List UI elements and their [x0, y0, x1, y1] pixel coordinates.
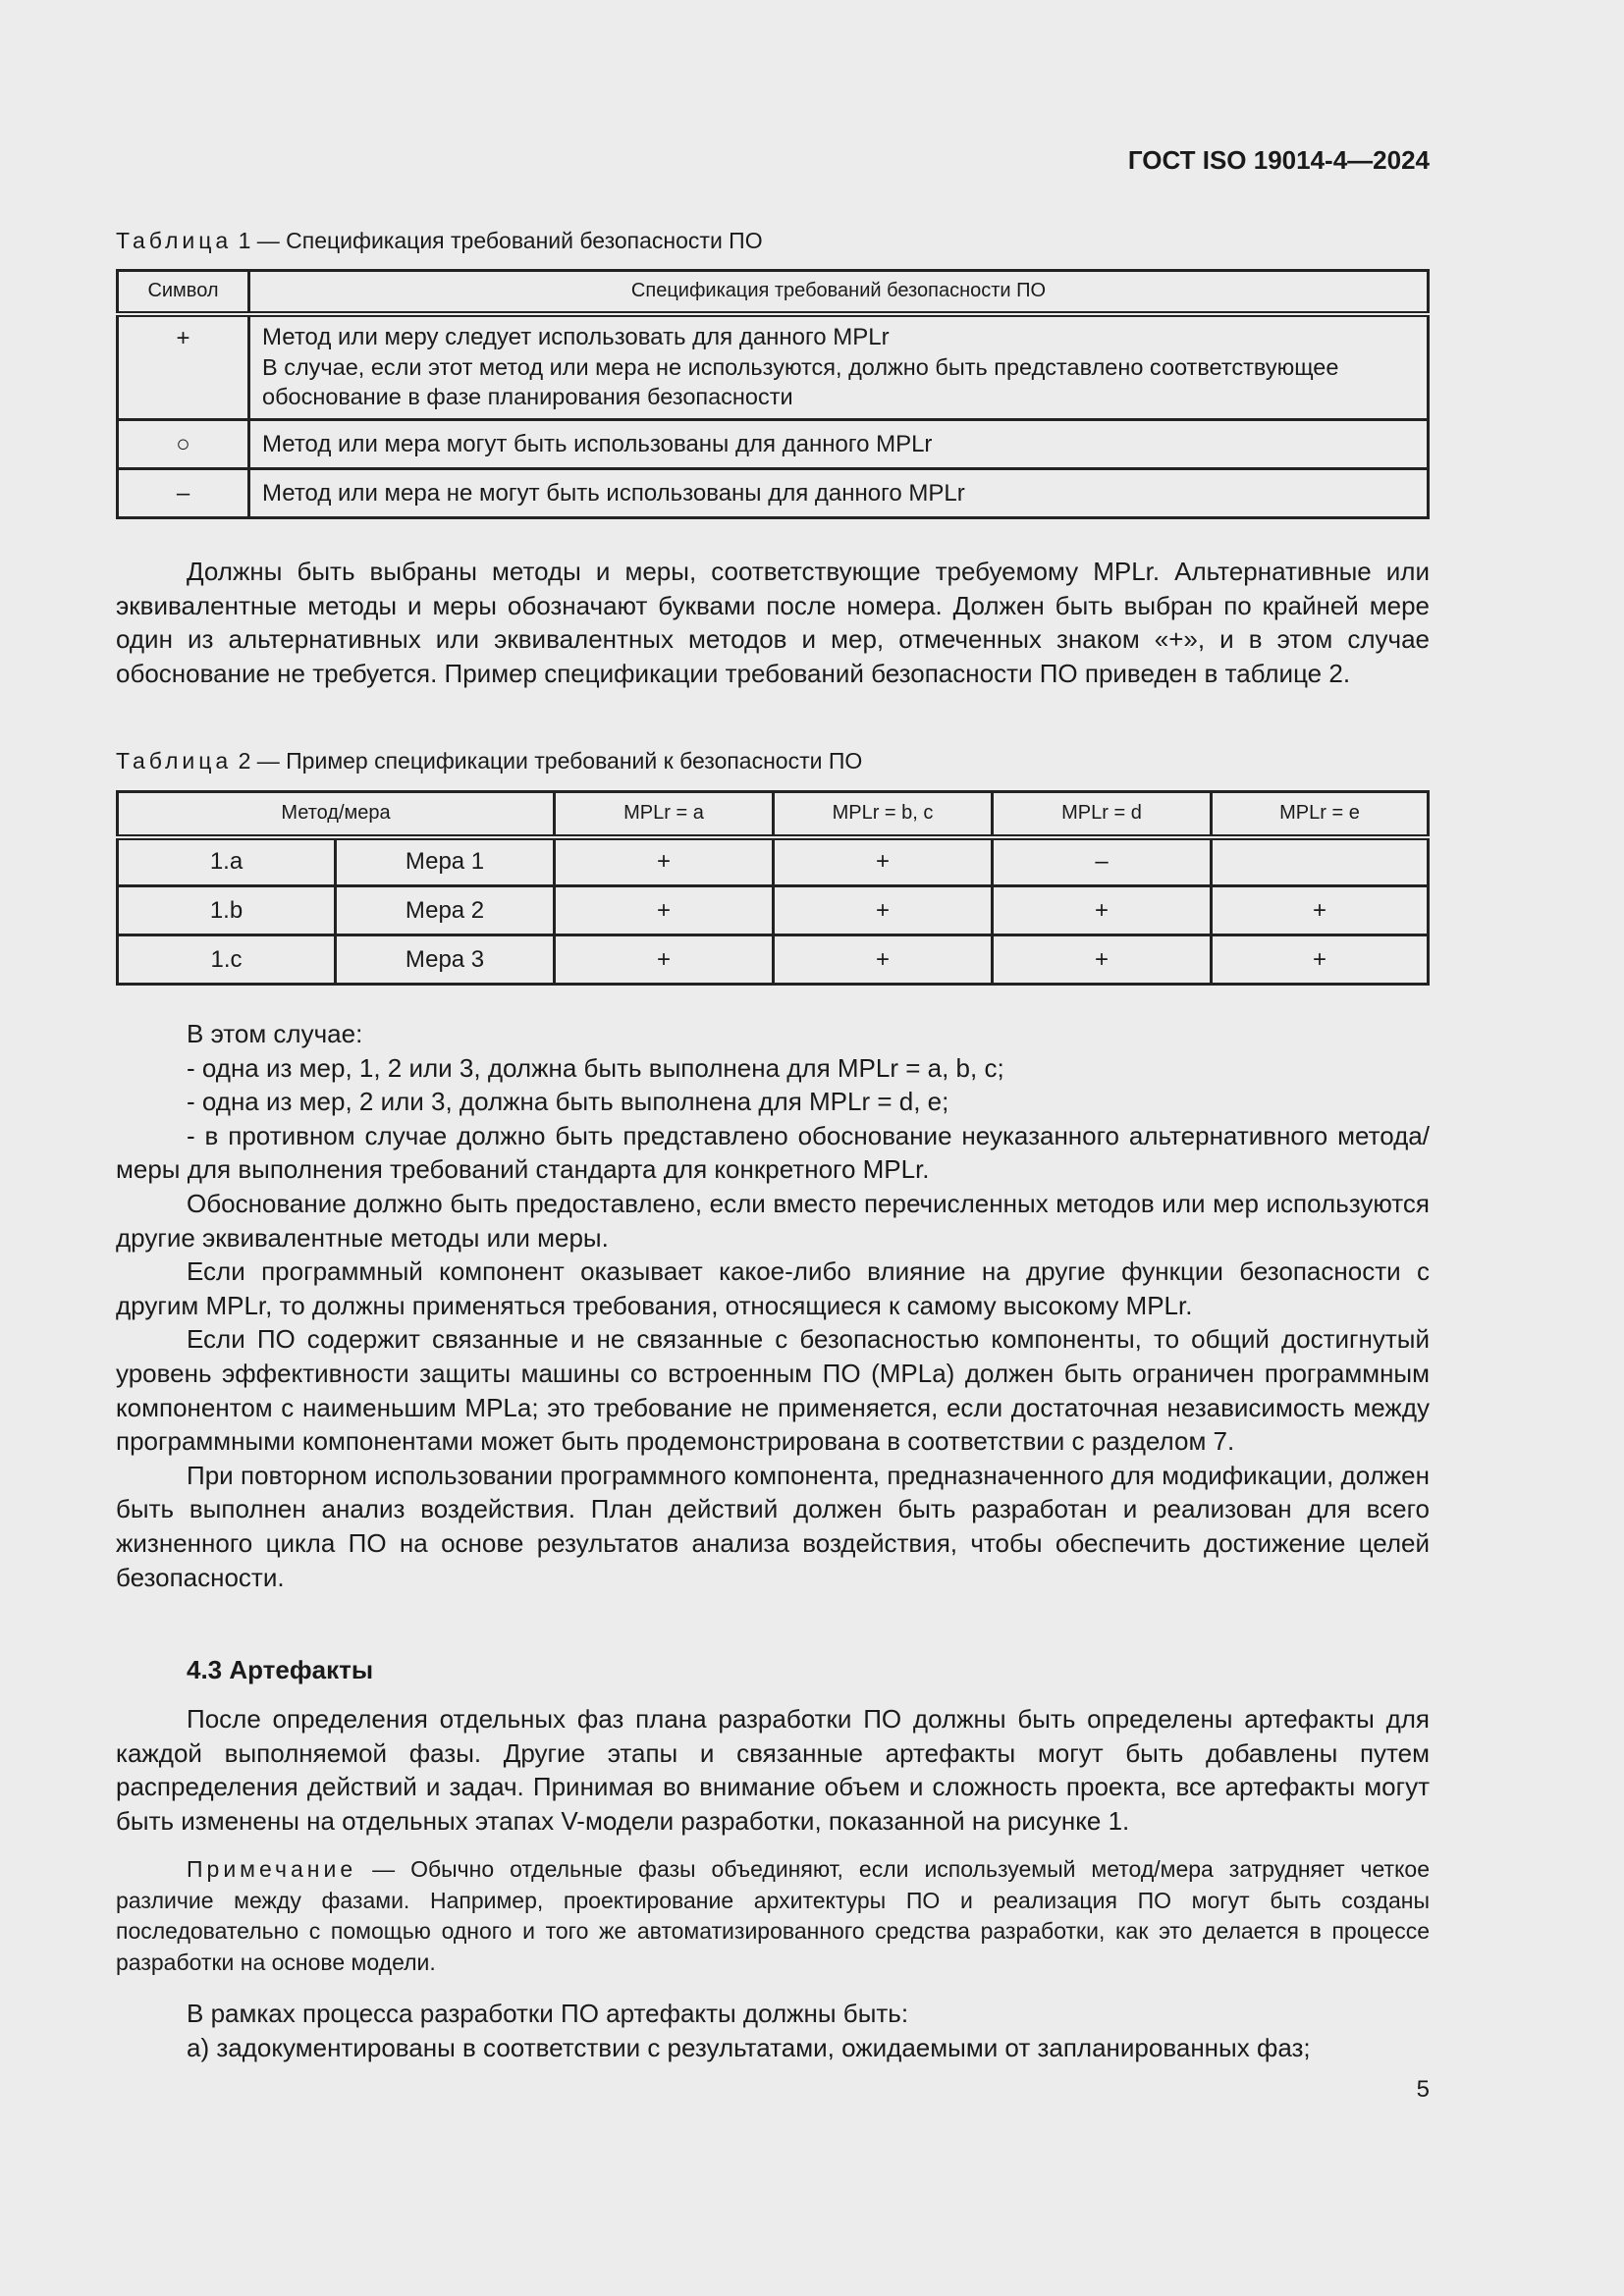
table2-cell: 1.c [118, 935, 336, 985]
table2-cell: + [774, 886, 993, 935]
table1-caption [116, 228, 763, 254]
note-text: — Обычно отдельные фазы объединяют, если используемый метод/мера затрудняет четкое различие между фазами. Например, проектирование архитектуры ПО и реализация ПО могут быть созданы последовательно с помощью одного и того же автоматизированного средства разработки, как это делается в процессе разработки на основе модели. [116, 1856, 1430, 1975]
table2-cell: + [555, 886, 774, 935]
table1-symbol: – [118, 469, 249, 518]
table1-caption-label: Таблица [116, 228, 233, 253]
list-item: - одна из мер, 2 или 3, должна быть выполнена для MPLr = d, e; [187, 1087, 949, 1117]
table2-header-mplr-a: MPLr = a [555, 792, 774, 837]
table2-cell: 1.a [118, 837, 336, 886]
table1-safety-spec [116, 269, 1430, 519]
table1-symbol: ○ [118, 420, 249, 469]
table2-caption-label: Таблица [116, 748, 233, 774]
table2-header-mplr-e: MPLr = e [1212, 792, 1429, 837]
table2-cell: + [555, 837, 774, 886]
paragraph-text: После определения отдельных фаз плана разработки ПО должны быть определены артефакты для каждой выполняемой фазы. Другие этапы и связанные артефакты могут быть добавлены путем распределения действий и задач. Принимая во внимание объем и сложность проекта, все артефакты могут быть изменены на отдельных этапах V-модели разработки, показанной на рисунке 1. [116, 1704, 1430, 1836]
paragraph-justification: Обоснование должно быть предоставлено, если вместо перечисленных методов или мер используются другие эквивалентные методы или меры. [116, 1188, 1430, 1253]
note-label: Примечание [187, 1856, 357, 1882]
document-id: ГОСТ ISO 19014-4—2024 [1127, 145, 1430, 175]
table2-cell: + [1212, 886, 1429, 935]
paragraph-component: Если программный компонент оказывает какое-либо влияние на другие функции безопасности с другим MPLr, то должны применяться требования, относящиеся к самому высокому MPLr. [116, 1256, 1430, 1320]
table2-cell: Мера 3 [336, 935, 555, 985]
table2-caption [116, 748, 862, 774]
table2-header-mplr-d: MPLr = d [993, 792, 1212, 837]
table-row [118, 469, 1429, 518]
table1-spec-cell [249, 314, 1429, 420]
final-intro: В рамках процесса разработки ПО артефакты должны быть: [187, 1999, 909, 2028]
paragraph-mpla: Если ПО содержит связанные и не связанные с безопасностью компоненты, то общий достигнутый уровень эффективности защиты машины со встроенным ПО (MPLa) должен быть ограничен программным компонентом с наименьшим MPLa; это требование не применяется, если достаточная независимость между программными компонентами может быть продемонстрирована в соответствии с разделом 7. [116, 1324, 1430, 1457]
list-item: - в противном случае должно быть представлено обоснование неуказанного альтернативного метода/меры для выполнения требований стандарта для конкретного MPLr. [116, 1120, 1430, 1185]
table2-cell: Мера 1 [336, 837, 555, 886]
table1-spec-cell: Метод или мера могут быть использованы для данного MPLr [249, 420, 1429, 469]
paragraph-reuse: При повторном использовании программного компонента, предназначенного для модификации, должен быть выполнен анализ воздействия. План действий должен быть разработан и реализован для всего жизненного цикла ПО на основе результатов анализа воздействия, чтобы обеспечить достижение целей безопасности. [116, 1460, 1430, 1592]
table-row [118, 837, 1429, 886]
table-row [118, 935, 1429, 985]
table2-header-mplr-bc: MPLr = b, c [774, 792, 993, 837]
table2-cell: Мера 2 [336, 886, 555, 935]
paragraph-method-selection [116, 555, 1430, 690]
table2-cell [1212, 837, 1429, 886]
table2-cell: 1.b [118, 886, 336, 935]
page-number: 5 [1416, 2076, 1430, 2103]
note-block [116, 1854, 1430, 1978]
table2-caption-text: 2 — Пример спецификации требований к безопасности ПО [238, 748, 863, 774]
list-item: a) задокументированы в соответствии с результатами, ожидаемыми от запланированных фаз; [187, 2032, 1311, 2062]
table1-caption-text: 1 — Спецификация требований безопасности ПО [238, 228, 763, 253]
final-block [116, 1997, 1430, 2064]
table2-cell: + [555, 935, 774, 985]
table2-cell: + [993, 886, 1212, 935]
table2-cell: + [1212, 935, 1429, 985]
cases-intro: В этом случае: [187, 1019, 363, 1048]
table2-cell: – [993, 837, 1212, 886]
text-block-cases [116, 1017, 1430, 1594]
table2-example-spec [116, 790, 1430, 986]
table1-header-symbol: Символ [118, 271, 249, 314]
table2-cell: + [774, 935, 993, 985]
table2-cell: + [993, 935, 1212, 985]
list-item: - одна из мер, 1, 2 или 3, должна быть выполнена для MPLr = a, b, c; [187, 1052, 1004, 1083]
table1-spec-line: В случае, если этот метод или мера не используются, должно быть представлено соответствующее обоснование в фазе планирования безопасности [262, 354, 1339, 410]
table2-cell: + [774, 837, 993, 886]
table-row [118, 886, 1429, 935]
table1-header-spec: Спецификация требований безопасности ПО [249, 271, 1429, 314]
table1-spec-cell: Метод или мера не могут быть использованы для данного MPLr [249, 469, 1429, 518]
table1-spec-line: Метод или меру следует использовать для данного MPLr [262, 324, 890, 351]
paragraph-artifacts [116, 1702, 1430, 1838]
section-heading: 4.3 Артефакты [187, 1655, 374, 1684]
table-row [118, 314, 1429, 420]
table1-symbol: + [118, 314, 249, 420]
paragraph-text: Должны быть выбраны методы и меры, соответствующие требуемому MPLr. Альтернативные или эквивалентные методы и меры обозначают буквами после номера. Должен быть выбран по крайней мере один из альтернативных или эквивалентных методов и мер, отмеченных знаком «+», и в этом случае обоснование не требуется. Пример спецификации требований безопасности ПО приведен в таблице 2. [116, 557, 1430, 688]
table2-header-method: Метод/мера [118, 792, 555, 837]
table-row [118, 420, 1429, 469]
